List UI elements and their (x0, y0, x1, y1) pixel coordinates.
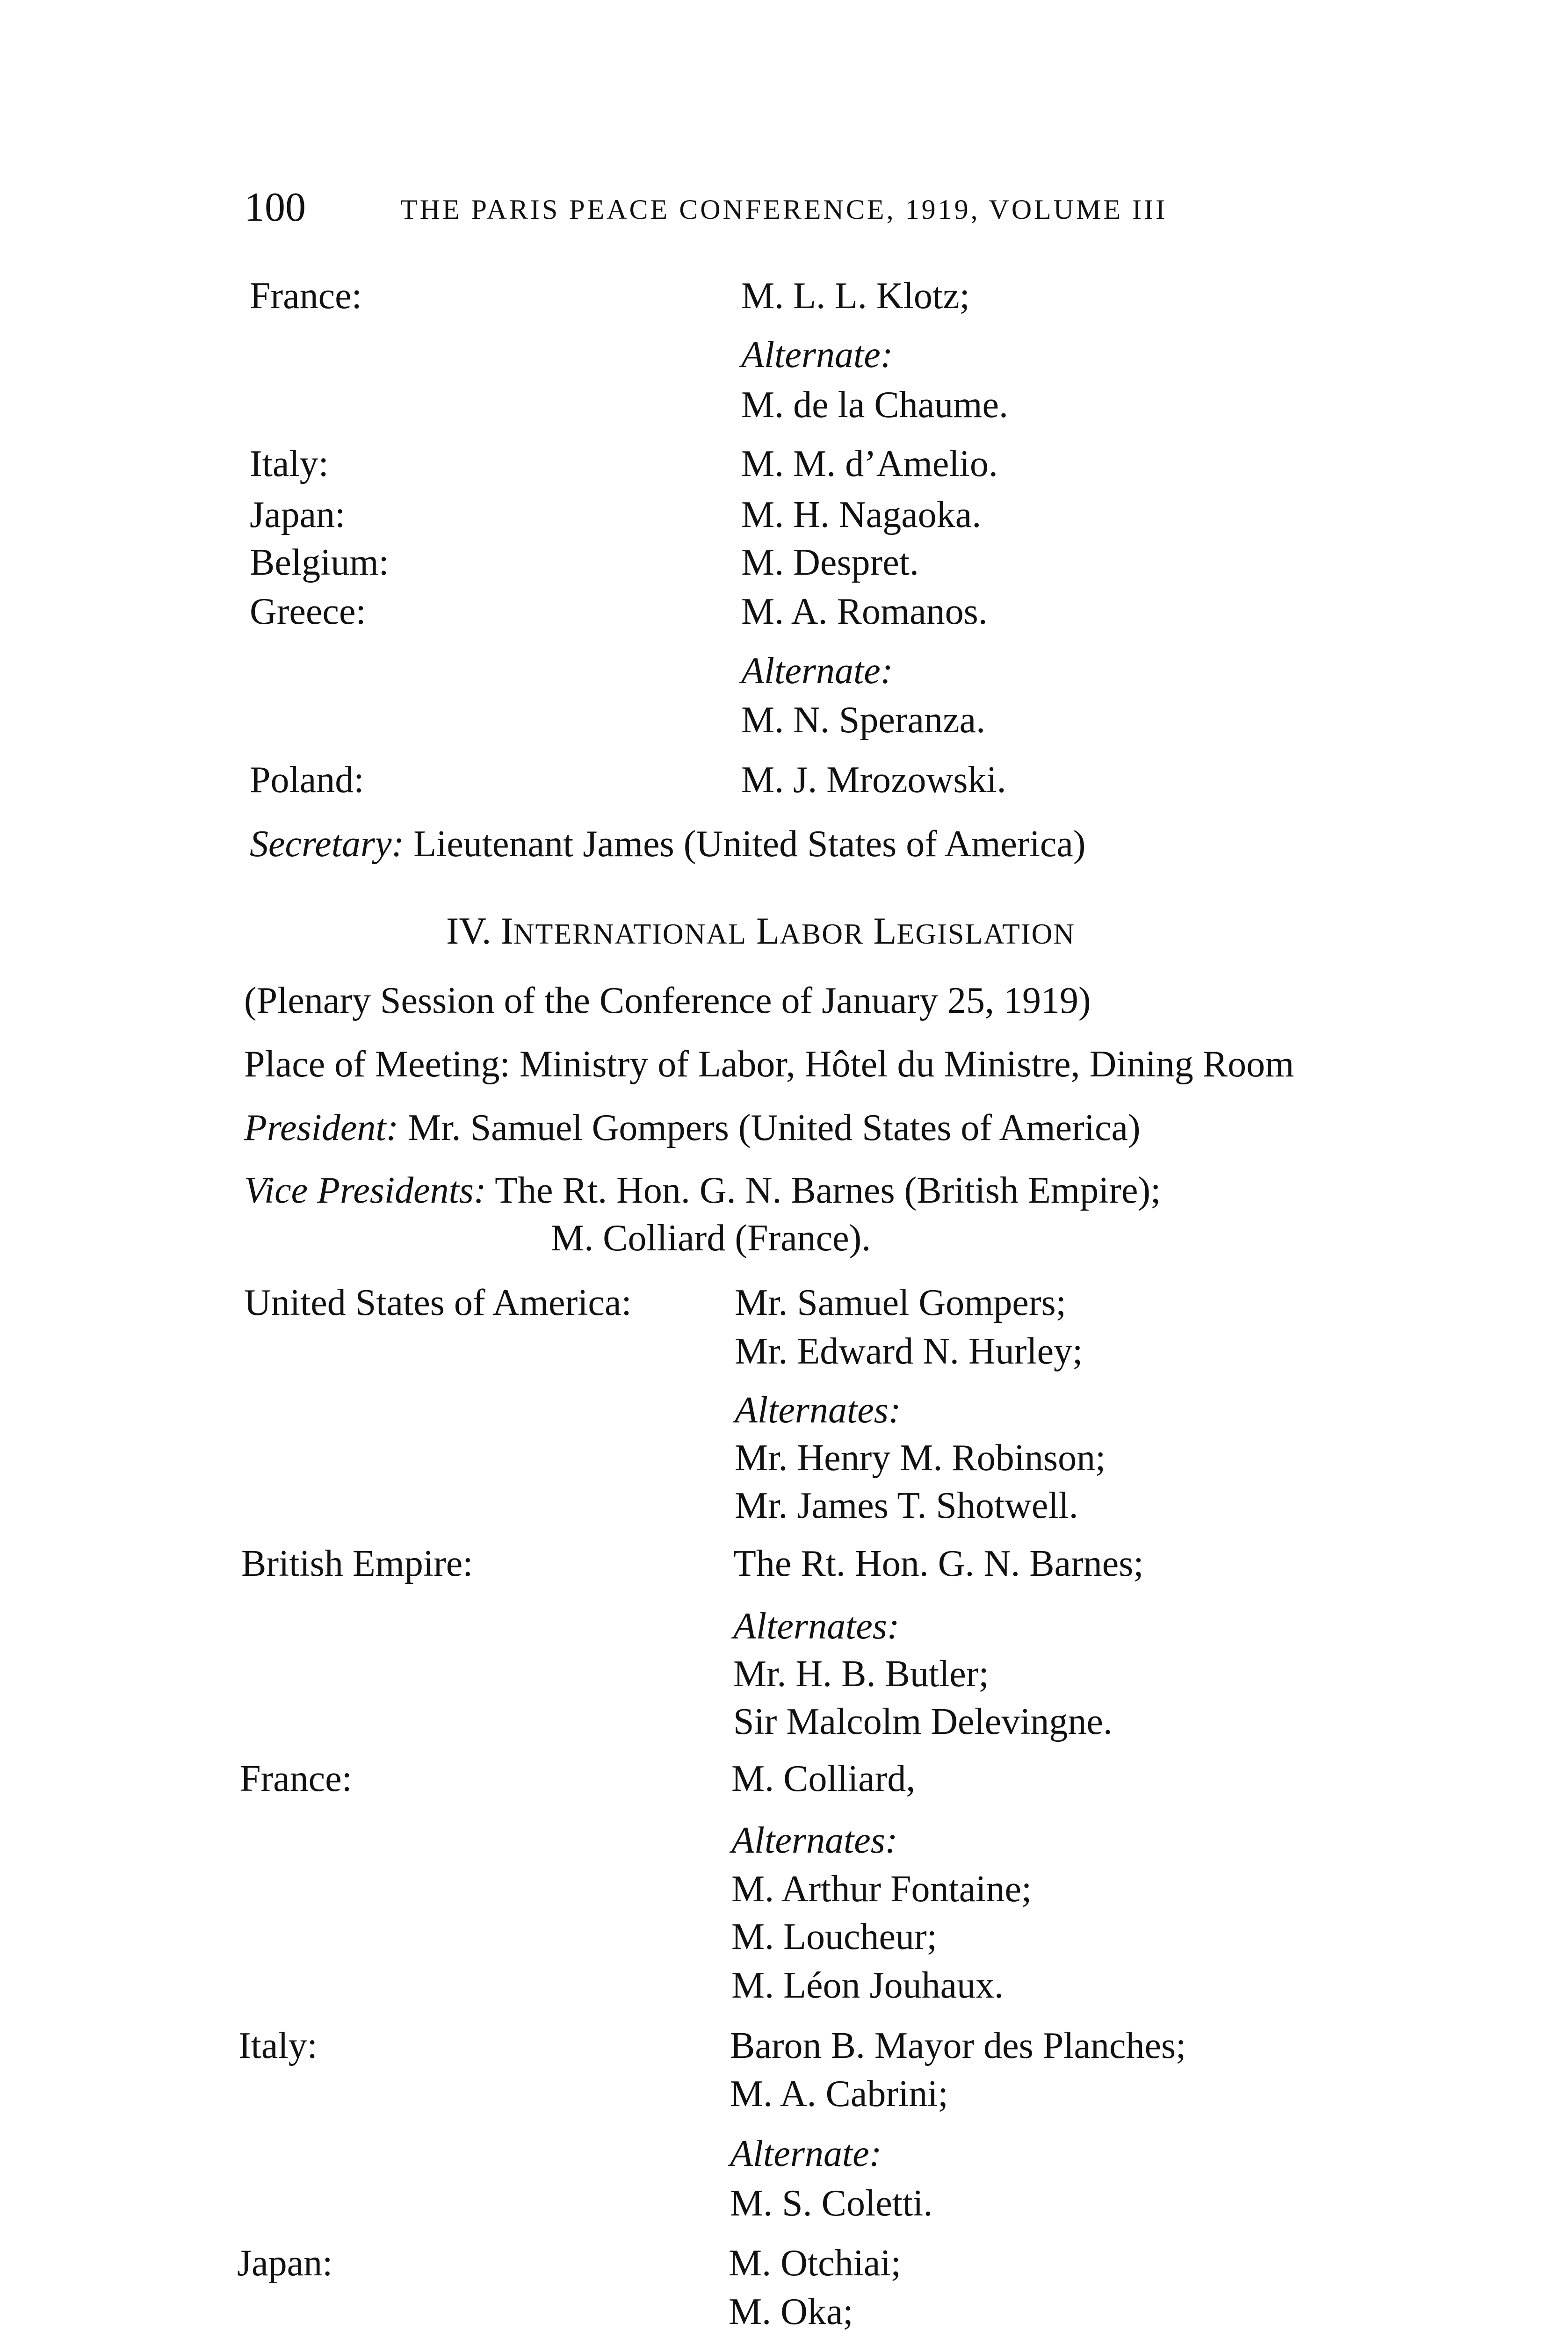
alternate-name: Mr. James T. Shotwell. (735, 1485, 1078, 1526)
alternate-label: Alternate: (741, 650, 893, 692)
vice-president-name: M. Colliard (France). (551, 1218, 871, 1259)
alternates-label: Alternates: (731, 1820, 898, 1861)
alternate-name: M. Arthur Fontaine; (731, 1869, 1032, 1910)
delegate-name: M. M. d’Amelio. (741, 443, 998, 484)
delegate-name: M. Otchiai; (729, 2243, 901, 2284)
country-label-italy: Italy: (238, 2025, 318, 2066)
page-number: 100 (244, 185, 306, 230)
country-label-usa: United States of America: (244, 1282, 632, 1323)
alternate-name: M. N. Speranza. (741, 700, 986, 741)
delegate-name: Baron B. Mayor des Planches; (730, 2025, 1186, 2066)
country-label-british-empire: British Empire: (241, 1543, 473, 1584)
country-label-greece: Greece: (250, 591, 366, 632)
heading-initial: L (756, 909, 780, 952)
country-label-poland: Poland: (250, 759, 364, 801)
delegate-name: M. Despret. (741, 542, 919, 583)
alternate-name: Sir Malcolm Delevingne. (733, 1701, 1113, 1742)
delegate-name: M. H. Nagaoka. (741, 494, 982, 535)
delegate-name: Mr. Edward N. Hurley; (735, 1331, 1083, 1372)
delegate-name: M. L. L. Klotz; (741, 275, 970, 317)
vice-presidents-line (244, 1172, 1161, 1209)
delegate-name: M. Oka; (729, 2291, 853, 2332)
secretary-line (250, 825, 1086, 863)
alternate-name: Mr. Henry M. Robinson; (735, 1437, 1106, 1479)
country-label-italy: Italy: (250, 443, 329, 484)
country-label-japan: Japan: (237, 2243, 333, 2284)
president-line (244, 1109, 1141, 1147)
delegate-name: M. A. Cabrini; (730, 2073, 948, 2114)
running-title: THE PARIS PEACE CONFERENCE, 1919, VOLUME III (400, 194, 1168, 225)
vice-president-name: The Rt. Hon. G. N. Barnes (British Empire); (495, 1170, 1161, 1211)
alternate-name: M. Léon Jouhaux. (731, 1965, 1004, 2006)
country-label-france: France: (250, 275, 362, 317)
secretary-label: Secretary: (250, 823, 405, 865)
country-label-france: France: (240, 1758, 352, 1799)
alternate-name: M. S. Coletti. (730, 2183, 933, 2224)
alternates-label: Alternates: (735, 1390, 901, 1431)
alternate-name: M. de la Chaume. (741, 384, 1008, 426)
vice-presidents-label: Vice Presidents: (244, 1170, 486, 1211)
delegate-name: M. Colliard, (731, 1758, 916, 1799)
heading-initial: L (873, 909, 897, 952)
heading-initial: I (500, 909, 513, 952)
place-of-meeting: Place of Meeting: Ministry of Labor, Hôtel du Ministre, Dining Room (244, 1044, 1294, 1085)
delegate-name: M. A. Romanos. (741, 591, 988, 632)
alternate-name: M. Loucheur; (731, 1916, 937, 1957)
country-label-japan: Japan: (250, 494, 346, 535)
plenary-session: (Plenary Session of the Conference of January 25, 1919) (244, 980, 1091, 1021)
alternate-label: Alternate: (741, 334, 893, 375)
heading-smallcaps: ABOR (780, 918, 864, 950)
delegate-name: M. J. Mrozowski. (741, 759, 1006, 801)
section-numeral: IV. (446, 909, 491, 952)
delegate-name: Mr. Samuel Gompers; (735, 1282, 1066, 1323)
secretary-name: Lieutenant James (United States of America) (413, 823, 1086, 865)
alternate-label: Alternate: (730, 2133, 882, 2174)
president-name: Mr. Samuel Gompers (United States of America) (408, 1107, 1141, 1148)
heading-smallcaps: NTERNATIONAL (513, 918, 747, 950)
delegate-name: The Rt. Hon. G. N. Barnes; (733, 1543, 1144, 1584)
president-label: President: (244, 1107, 399, 1148)
section-heading (446, 909, 1076, 952)
country-label-belgium: Belgium: (250, 542, 389, 583)
alternates-label: Alternates: (733, 1606, 900, 1647)
alternate-name: Mr. H. B. Butler; (733, 1653, 989, 1695)
heading-smallcaps: EGISLATION (896, 918, 1076, 950)
